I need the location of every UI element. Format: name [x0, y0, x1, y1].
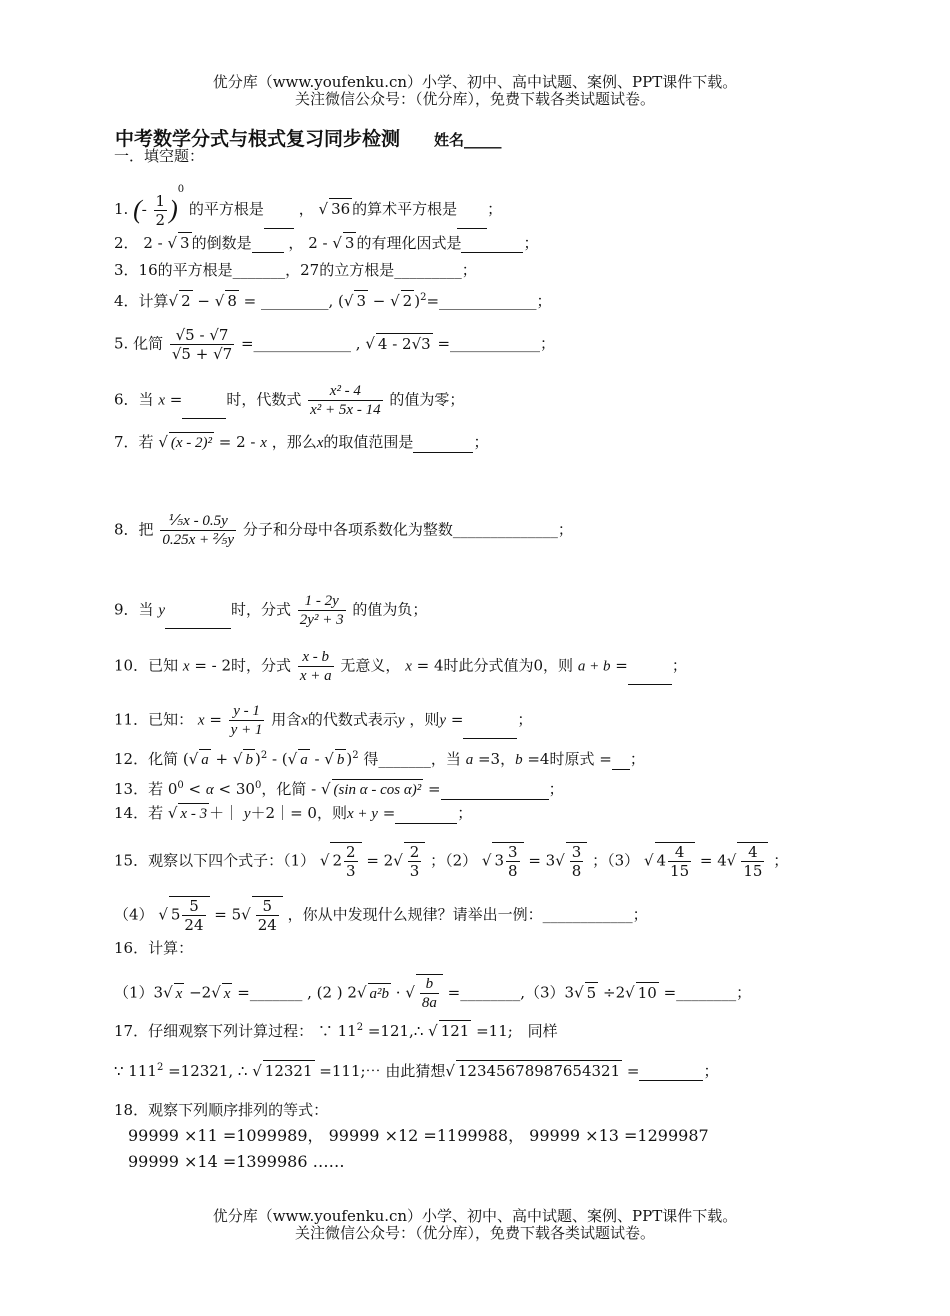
question-10: 10．已知 x = - 2时，分式 $\frac{x - b}{x + a}$ 无意义， x = 4时此分式值为0，则 a + b = ； [114, 649, 687, 684]
question-16: 16．计算： [114, 939, 194, 957]
question-5: 5. 化简 $\frac{√5 - √7}{√5 + √7}$ =_____________ , √ 4 - 2√3 =____________； [114, 326, 556, 363]
question-15: 15．观察以下四个式子：（1） √ 2 $\frac{2}{3}$ = 2√ $\frac{2}{3}$ ；（2） √ 3 $\frac{3}{8}$ = 3√ $\frac{3}{8}$ ；（3） √ 4 $\frac{4}{15}$ = 4√ $\frac{4}{15}$ ； [114, 843, 789, 880]
question-17: 17．仔细观察下列计算过程： ∵ $11^2$ =121,∴ √ 121 =11; 同样 [114, 1022, 558, 1040]
question-4: 4．计算√ 2 − √ 8 = _________, (√ 3 − √ 2 )$^2$=_____________； [114, 292, 552, 310]
footer-line-2: 关注微信公众号：（优分库），免费下载各类试题试卷。 [294, 1224, 655, 1242]
question-11: 11．已知： x = $\frac{y - 1}{y + 1}$ 用含x的代数式表示y ，则y = ； [114, 703, 533, 738]
question-14: 14．若 √ x - 3 ＋｜ y＋2｜= 0，则x + y = ； [114, 804, 473, 822]
question-6: 6．当 x = 时，代数式 $\frac{\text{x² - 4}}{\text{x² + 5x - 14}}$ 的值为零； [114, 383, 465, 418]
page-header [0, 74, 950, 108]
question-13: 13．若 $0^0 < \alpha < 30^0$，化简 - √ (sin α - cos α)² = ； [114, 780, 564, 798]
question-2: 2． 2 - √ 3 的倒数是 ， 2 - √ 3 的有理化因式是 ； [114, 234, 539, 252]
question-17-cont: ∵ $111^2 =12321$, ∴ √ 12321 =111;⋯ 由此猜想√ 12345678987654321 = ； [114, 1062, 719, 1080]
question-16-items: （1）3√ x −2√ x =_______ , (2 ) 2√ a²b · √ $\frac{b}{8a}$ =________,（3）3√ 5 ÷2√ 10 =________； [114, 976, 752, 1011]
fraction: $\frac{1 - 2y}{\text{2y² + 3}}$ [299, 593, 344, 628]
paren: ( [133, 195, 142, 224]
fraction: $\frac{y - 1}{y + 1}$ [230, 703, 263, 738]
question-18-row-2: 99999 ×14 =1399986 …… [128, 1152, 345, 1171]
fraction: $\frac{1}{2}$ [155, 191, 166, 229]
fraction: $\frac{\text{x² - 4}}{\text{x² + 5x - 14}}$ [310, 383, 381, 418]
title-main: 中考数学分式与根式复习同步检测 [115, 128, 401, 150]
question-8: 8．把 $\frac{\text{⅕x - 0.5y}}{\text{0.25x + ⅖y}}$ 分子和分母中各项系数化为整数______________； [114, 513, 573, 548]
name-field-label: 姓名_____ [434, 131, 502, 149]
question-9: 9．当 y 时，分式 $\frac{1 - 2y}{\text{2y² + 3}}$ 的值为负； [114, 593, 428, 628]
question-18-row-1: 99999 ×11 =1099989， 99999 ×12 =1199988， 99999 ×13 =1299987 [128, 1126, 709, 1145]
question-1: 1. (- $\frac{1}{2}$ )$^0$ 的平方根是 ， √ 36 的算术平方根是 ； [114, 184, 503, 229]
question-12: 12．化简 (√ a + √ b )$^2$ - (√ a - √ b )$^2$ 得_______，当 a =3，b =4时原式 = ； [114, 750, 645, 768]
header-line-1: 优分库（www.youfenku.cn）小学、初中、高中试题、案例、PPT课件下载。 [212, 73, 738, 91]
fraction: $\frac{√5 - √7}{√5 + √7}$ [171, 326, 233, 363]
footer-line-1: 优分库（www.youfenku.cn）小学、初中、高中试题、案例、PPT课件下载。 [212, 1207, 738, 1225]
section-heading: 一．填空题： [114, 147, 205, 165]
page-footer [0, 1208, 950, 1242]
header-line-2: 关注微信公众号：（优分库），免费下载各类试题试卷。 [294, 90, 655, 108]
question-15-cont: （4） √ 5 $\frac{5}{24}$ = 5√ $\frac{5}{24}$ ，你从中发现什么规律？请举出一例：____________； [114, 897, 648, 934]
fraction: $\frac{\text{⅕x - 0.5y}}{\text{0.25x + ⅖y}}$ [162, 513, 235, 548]
question-7: 7．若 √ (x - 2)² = 2 - x ，那么x的取值范围是 ； [114, 433, 489, 451]
question-3: 3．16的平方根是_______，27的立方根是_________； [114, 261, 477, 279]
fraction: $\frac{x - b}{x + a}$ [299, 649, 332, 684]
question-18: 18．观察下列顺序排列的等式： [114, 1101, 329, 1119]
